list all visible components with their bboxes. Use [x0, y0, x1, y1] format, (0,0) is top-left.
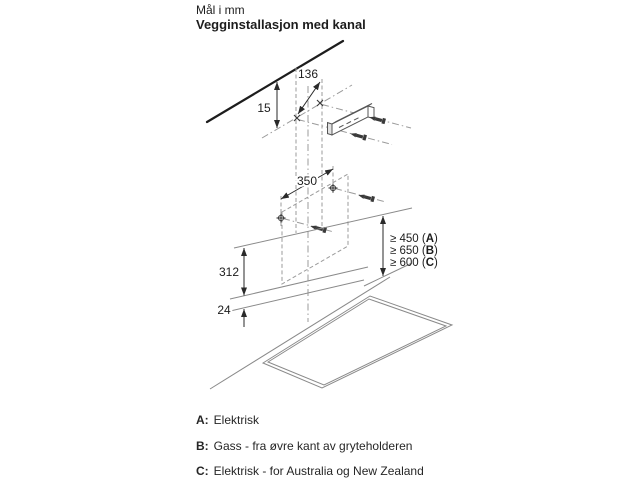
panel-mount-holes	[277, 184, 338, 223]
mount-cross-right	[317, 100, 323, 106]
legend-text-b: Gass - fra øvre kant av gryteholderen	[213, 439, 413, 453]
clearance-dimension	[364, 216, 438, 286]
mount-hole-left	[277, 214, 286, 223]
page-title: Vegginstallasjon med kanal	[196, 17, 366, 32]
dimension-15-label: 15	[257, 101, 271, 115]
dimension-312-label: 312	[218, 265, 240, 279]
screw-icon	[310, 223, 327, 233]
hood-edges	[226, 208, 412, 312]
dimension-350	[281, 166, 333, 226]
dimension-136-label: 136	[297, 67, 319, 81]
countertop-outline	[263, 296, 452, 388]
dimension-350-label: 350	[296, 174, 318, 188]
duct-outline	[296, 68, 322, 233]
clearance-b: ≥ 650 (B)	[390, 245, 438, 257]
floor-line	[210, 277, 390, 389]
legend-item-b	[196, 439, 412, 453]
legend-item-a	[196, 413, 259, 427]
legend-key-c: C:	[196, 464, 209, 478]
legend-key-b: B:	[196, 439, 209, 453]
clearance-c: ≥ 600 (C)	[390, 257, 438, 269]
legend-text-a: Elektrisk	[213, 413, 260, 427]
units-note: Mål i mm	[196, 3, 245, 17]
dimension-312	[219, 248, 244, 296]
screw-icon	[350, 131, 367, 141]
dimension-15	[257, 82, 277, 128]
panel-screws	[310, 192, 375, 233]
screw-icon	[358, 192, 375, 202]
dimension-136	[298, 67, 320, 114]
bracket-screw-lines	[298, 105, 411, 145]
wall-bracket	[328, 104, 375, 136]
legend-text-c: Elektrisk - for Australia og New Zealand	[213, 464, 424, 478]
legend-item-c	[196, 464, 424, 478]
clearance-a: ≥ 450 (A)	[390, 233, 438, 245]
dimension-24	[217, 303, 244, 327]
legend-key-a: A:	[196, 413, 209, 427]
dimension-24-label: 24	[217, 303, 231, 317]
mount-cross-left	[294, 115, 300, 121]
ceiling-line	[207, 41, 343, 122]
